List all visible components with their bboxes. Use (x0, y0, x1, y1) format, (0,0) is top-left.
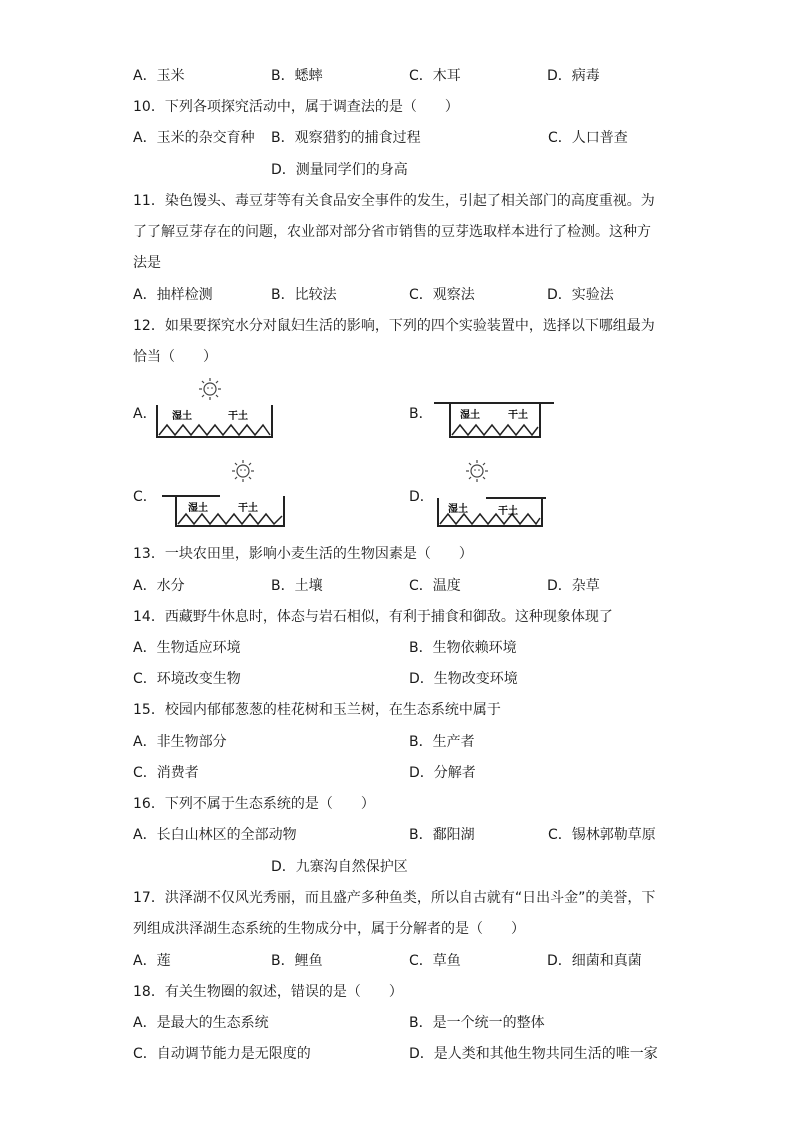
q15-stem: 15．校园内郁郁葱葱的桂花树和玉兰树，在生态系统中属于 (133, 702, 501, 718)
q11-option-d: D．实验法 (547, 287, 614, 303)
figure-a-wet-soil-label: 湿土 (172, 411, 192, 422)
figure-a-label: A． (133, 406, 157, 422)
q16-option-a: A．长白山林区的全部动物 (133, 827, 297, 843)
figure-c-wet-soil-label: 湿土 (188, 503, 208, 514)
q9-option-d: D．病毒 (547, 68, 600, 84)
q15-option-c: C．消费者 (133, 765, 199, 781)
q17-option-b: B．鲤鱼 (271, 953, 323, 969)
figure-b-apparatus (430, 395, 560, 443)
figure-d-label: D． (409, 489, 434, 505)
figure-a-dry-soil-label: 干土 (228, 411, 248, 422)
q13-stem: 13．一块农田里，影响小麦生活的生物因素是（ ） (133, 546, 473, 562)
figure-c-dry-soil-label: 干土 (238, 503, 258, 514)
q9-option-a: A．玉米 (133, 68, 185, 84)
q14-stem: 14．西藏野牛休息时，体态与岩石相似，有利于捕食和御敌。这种现象体现了 (133, 609, 613, 625)
figure-b-wet-soil-label: 湿土 (460, 410, 480, 421)
q12-stem-line1: 12．如果要探究水分对鼠妇生活的影响，下列的四个实验装置中，选择以下哪组最为 (133, 318, 655, 334)
q18-option-d: D．是人类和其他生物共同生活的唯一家 (409, 1046, 658, 1062)
q9-option-b: B．蟋蟀 (271, 68, 323, 84)
q14-option-b: B．生物依赖环境 (409, 640, 517, 656)
q10-stem: 10．下列各项探究活动中，属于调查法的是（ ） (133, 99, 459, 115)
q18-option-b: B．是一个统一的整体 (409, 1015, 545, 1031)
q16-stem: 16．下列不属于生态系统的是（ ） (133, 796, 375, 812)
q17-stem: 17．洪泽湖不仅风光秀丽，而且盛产多种鱼类，所以自古就有“日出斗金”的美誉，下列组成洪泽湖生态系统的生物成分中，属于分解者的是（ ） (133, 890, 656, 937)
q13-option-b: B．土壤 (271, 578, 323, 594)
figure-d-dry-soil-label: 干土 (498, 506, 518, 517)
q14-option-d: D．生物改变环境 (409, 671, 518, 687)
q13-option-c: C．温度 (409, 578, 461, 594)
q18-stem: 18．有关生物圈的叙述，错误的是（ ） (133, 984, 403, 1000)
sun-icon (466, 460, 488, 482)
q11-option-b: B．比较法 (271, 287, 337, 303)
figure-c-apparatus (160, 458, 290, 530)
figure-a-apparatus (152, 375, 282, 443)
figure-d-wet-soil-label: 湿土 (448, 504, 468, 515)
q15-option-b: B．生产者 (409, 734, 475, 750)
q9-option-c: C．木耳 (409, 68, 461, 84)
q10-option-c: C．人口普查 (548, 130, 628, 146)
q10-option-b: B．观察猎豹的捕食过程 (271, 130, 421, 146)
figure-c-label: C． (133, 489, 157, 505)
q11-option-a: A．抽样检测 (133, 287, 213, 303)
q11-stem: 11．染色馒头、毒豆芽等有关食品安全事件的发生，引起了相关部门的高度重视。为了了解豆芽存在的问题，农业部对部分省市销售的豆芽选取样本进行了检测。这种方法是 (133, 193, 655, 271)
q11-option-c: C．观察法 (409, 287, 475, 303)
q10-option-d: D．测量同学们的身高 (271, 162, 408, 178)
q17-option-d: D．细菌和真菌 (547, 953, 642, 969)
q13-option-a: A．水分 (133, 578, 185, 594)
q17-option-a: A．莲 (133, 953, 171, 969)
figure-b-dry-soil-label: 干土 (508, 410, 528, 421)
q14-option-c: C．环境改变生物 (133, 671, 241, 687)
q12-stem-line2: 恰当（ ） (133, 349, 217, 365)
figure-d-apparatus (430, 458, 560, 530)
q18-option-a: A．是最大的生态系统 (133, 1015, 269, 1031)
q16-option-d: D．九寨沟自然保护区 (271, 859, 408, 875)
q16-option-c: C．锡林郭勒草原 (548, 827, 656, 843)
q10-option-a: A．玉米的杂交育种 (133, 130, 255, 146)
sun-icon (199, 378, 221, 400)
sun-icon (232, 460, 254, 482)
q13-option-d: D．杂草 (547, 578, 600, 594)
q16-option-b: B．鄱阳湖 (409, 827, 475, 843)
q14-option-a: A．生物适应环境 (133, 640, 241, 656)
q18-option-c: C．自动调节能力是无限度的 (133, 1046, 311, 1062)
figure-b-label: B． (409, 406, 433, 422)
q15-option-d: D．分解者 (409, 765, 476, 781)
q15-option-a: A．非生物部分 (133, 734, 227, 750)
q17-option-c: C．草鱼 (409, 953, 461, 969)
